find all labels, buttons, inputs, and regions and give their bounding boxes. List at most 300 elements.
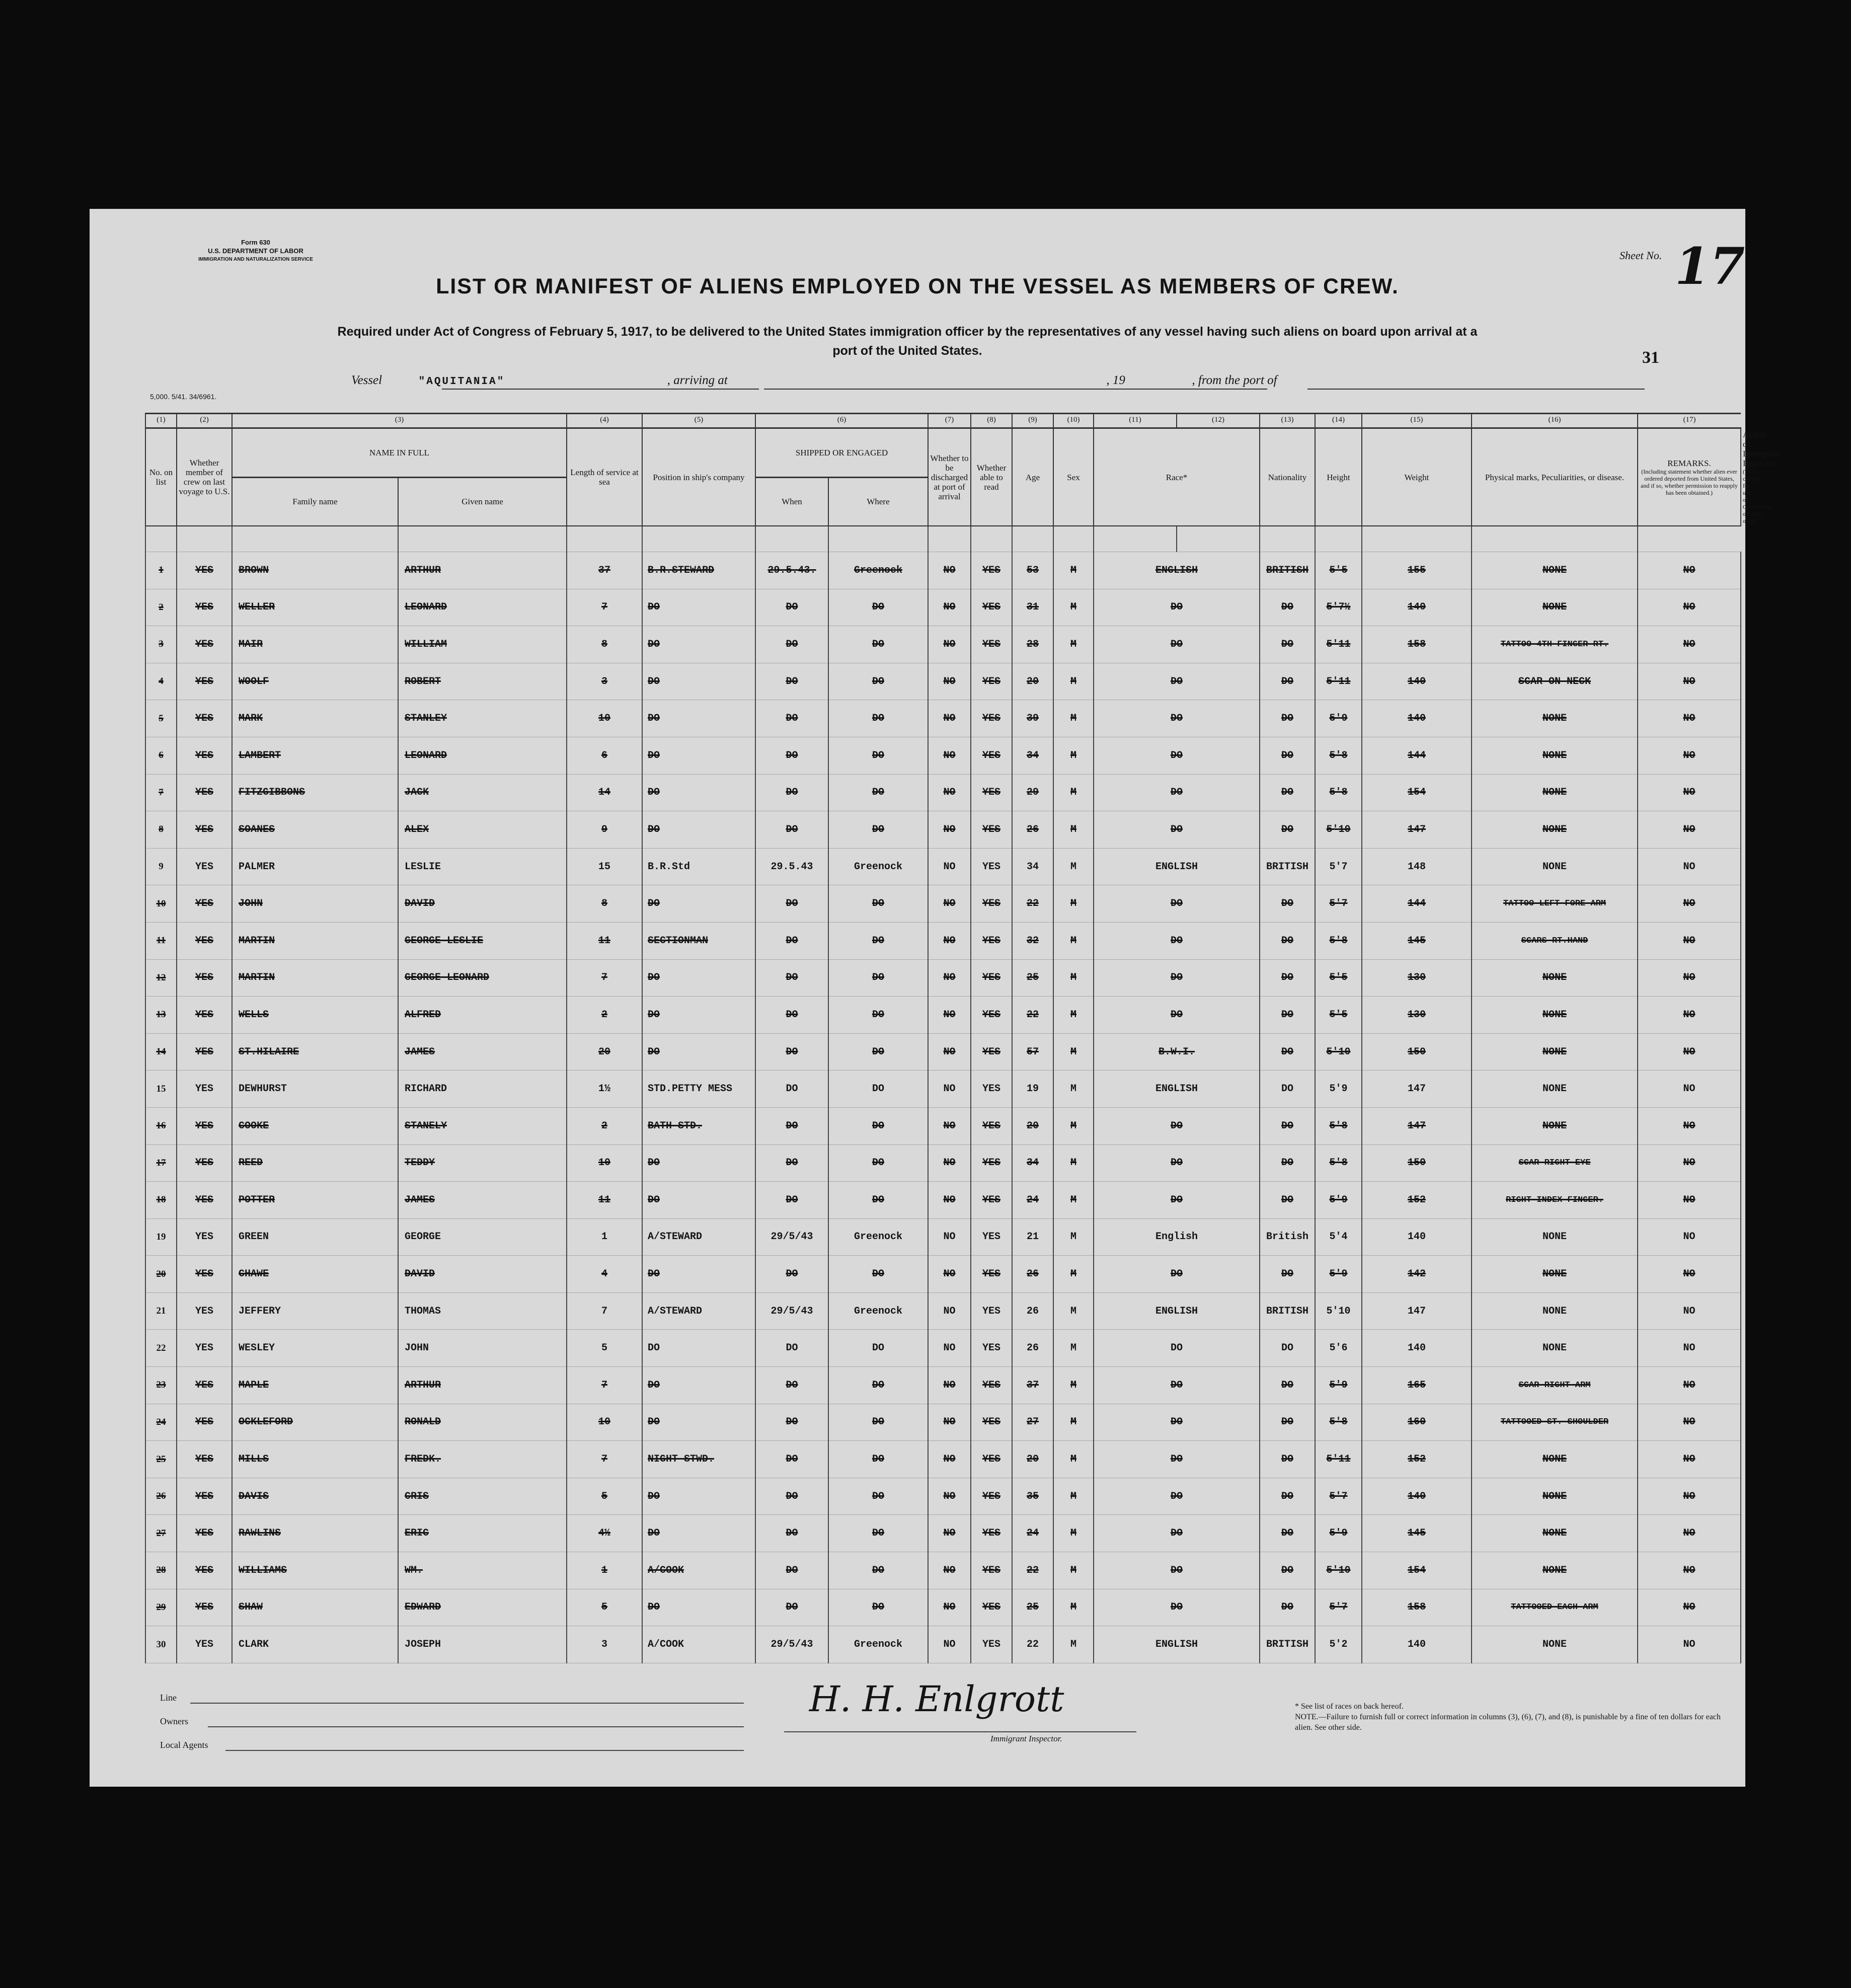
able-to-read-cell: YES	[971, 626, 1012, 663]
row-number: 15	[145, 1071, 177, 1108]
service-length-cell: 20	[567, 1033, 642, 1071]
physical-marks-cell: NONE	[1472, 1515, 1638, 1552]
row-number: 20	[145, 1256, 177, 1293]
service-length-cell: 1½	[567, 1071, 642, 1108]
age-cell: 22	[1012, 885, 1053, 923]
able-to-read-cell: YES	[971, 1292, 1012, 1330]
able-to-read-cell: YES	[971, 1515, 1012, 1552]
owners-field	[208, 1726, 744, 1727]
col-num-5: (5)	[642, 414, 755, 428]
able-to-read-cell: YES	[971, 848, 1012, 885]
race-cell: ENGLISH	[1094, 1626, 1260, 1663]
able-to-read-cell: YES	[971, 1552, 1012, 1589]
col-num-3: (3)	[232, 414, 567, 428]
height-cell: 5'8	[1315, 774, 1362, 811]
sex-cell: M	[1053, 1144, 1094, 1182]
last-voyage-cell: YES	[177, 1552, 232, 1589]
service-length-cell: 1	[567, 1218, 642, 1256]
remarks-cell: NO	[1638, 997, 1741, 1034]
shipped-where-cell: DO	[828, 1256, 928, 1293]
given-name-cell: ERIC	[398, 1515, 567, 1552]
nationality-cell: DO	[1260, 1182, 1315, 1219]
weight-cell: 152	[1362, 1441, 1472, 1478]
row-number: 10	[145, 885, 177, 923]
row-number: 3	[145, 626, 177, 663]
table-row	[145, 1218, 1741, 1256]
given-name-cell: JAMES	[398, 1182, 567, 1219]
given-name-cell: GEORGE LESLIE	[398, 922, 567, 959]
sex-cell: M	[1053, 1515, 1094, 1552]
arriving-at-label: , arriving at	[667, 373, 728, 387]
table-row	[145, 774, 1741, 811]
discharged-cell: NO	[928, 1589, 971, 1626]
race-cell: DO	[1094, 811, 1260, 849]
crew-manifest-table	[145, 413, 1779, 1663]
position-cell: DO	[642, 1330, 755, 1367]
position-cell: DO	[642, 885, 755, 923]
position-cell: A/COOK	[642, 1552, 755, 1589]
height-cell: 5'9	[1315, 700, 1362, 737]
given-name-cell: WILLIAM	[398, 626, 567, 663]
weight-cell: 165	[1362, 1367, 1472, 1404]
family-name-cell: CLARK	[232, 1626, 398, 1663]
shipped-when-cell: DO	[755, 1367, 828, 1404]
sex-cell: M	[1053, 774, 1094, 811]
given-name-cell: STANLEY	[398, 700, 567, 737]
remarks-cell: NO	[1638, 1330, 1741, 1367]
height-cell: 5'8	[1315, 922, 1362, 959]
height-cell: 5'6	[1315, 1330, 1362, 1367]
able-to-read-cell: YES	[971, 959, 1012, 997]
remarks-cell: NO	[1638, 552, 1741, 589]
family-name-cell: WELLS	[232, 997, 398, 1034]
table-row	[145, 700, 1741, 737]
column-title-row: No. on list Whether member of crew on last voyage to U.S. NAME IN FULL Length of service at sea Position in ship's company SHIPPED OR ENGAGED Whether to be discharged at port of arrival Whether able to read Age Sex Race* Nationality Height Weight Physical marks, Peculiarities, or disease. REMARKS. (Including statement whether alien ever ordered deported from United States, and if so, whether permission to reapply has been obtained.) Action of Immigrant Inspector. (This column for use of Government officials only)	[145, 428, 1741, 478]
table-row	[145, 589, 1741, 626]
discharged-cell: NO	[928, 1441, 971, 1478]
age-cell: 26	[1012, 1292, 1053, 1330]
form-header	[173, 238, 339, 264]
age-cell: 57	[1012, 1033, 1053, 1071]
sex-cell: M	[1053, 552, 1094, 589]
sex-cell: M	[1053, 848, 1094, 885]
shipped-where-cell: DO	[828, 626, 928, 663]
family-name-cell: MARTIN	[232, 959, 398, 997]
shipped-when-cell: DO	[755, 1330, 828, 1367]
shipped-when-cell: DO	[755, 1441, 828, 1478]
age-cell: 39	[1012, 700, 1053, 737]
table-row	[145, 1107, 1741, 1144]
manifest-body	[145, 526, 1741, 1663]
col-num-10: (10)	[1053, 414, 1094, 428]
service-length-cell: 5	[567, 1589, 642, 1626]
weight-cell: 152	[1362, 1182, 1472, 1219]
family-name-cell: REED	[232, 1144, 398, 1182]
remarks-cell: NO	[1638, 1552, 1741, 1589]
family-name-cell: JEFFERY	[232, 1292, 398, 1330]
nationality-cell: DO	[1260, 1071, 1315, 1108]
discharged-cell: NO	[928, 700, 971, 737]
col-num-1: (1)	[145, 414, 177, 428]
shipped-when-cell: DO	[755, 922, 828, 959]
discharged-cell: NO	[928, 1292, 971, 1330]
able-to-read-cell: YES	[971, 774, 1012, 811]
nationality-cell: British	[1260, 1218, 1315, 1256]
weight-cell: 158	[1362, 626, 1472, 663]
age-cell: 37	[1012, 1367, 1053, 1404]
signature-line	[784, 1731, 1136, 1732]
family-name-cell: DEWHURST	[232, 1071, 398, 1108]
weight-cell: 140	[1362, 1330, 1472, 1367]
service-length-cell: 11	[567, 1182, 642, 1219]
footer-note	[1295, 1701, 1723, 1733]
height-cell: 5'7	[1315, 848, 1362, 885]
last-voyage-cell: YES	[177, 626, 232, 663]
service-length-cell: 8	[567, 626, 642, 663]
table-row	[145, 848, 1741, 885]
physical-marks-cell: NONE	[1472, 848, 1638, 885]
given-name-cell: GEORGE	[398, 1218, 567, 1256]
row-number: 13	[145, 997, 177, 1034]
position-cell: B.R.STEWARD	[642, 552, 755, 589]
given-name-cell: LEONARD	[398, 737, 567, 774]
nationality-cell: DO	[1260, 885, 1315, 923]
age-cell: 24	[1012, 1515, 1053, 1552]
col-when: When	[755, 477, 828, 526]
service-length-cell: 5	[567, 1330, 642, 1367]
remarks-cell: NO	[1638, 1626, 1741, 1663]
nationality-cell: DO	[1260, 1144, 1315, 1182]
sex-cell: M	[1053, 737, 1094, 774]
family-name-cell: WOOLF	[232, 663, 398, 700]
service-length-cell: 7	[567, 1441, 642, 1478]
nationality-cell: DO	[1260, 589, 1315, 626]
sex-cell: M	[1053, 1626, 1094, 1663]
physical-marks-cell: NONE	[1472, 589, 1638, 626]
nationality-cell: DO	[1260, 700, 1315, 737]
family-name-cell: OCKLEFORD	[232, 1404, 398, 1441]
row-number: 7	[145, 774, 177, 811]
sex-cell: M	[1053, 1033, 1094, 1071]
discharged-cell: NO	[928, 774, 971, 811]
col-num-7: (7)	[928, 414, 971, 428]
table-row	[145, 1071, 1741, 1108]
service-length-cell: 7	[567, 589, 642, 626]
nationality-cell: DO	[1260, 737, 1315, 774]
sex-cell: M	[1053, 1478, 1094, 1515]
weight-cell: 147	[1362, 811, 1472, 849]
last-voyage-cell: YES	[177, 997, 232, 1034]
row-number: 1	[145, 552, 177, 589]
remarks-title: REMARKS.	[1667, 458, 1711, 468]
physical-marks-cell: NONE	[1472, 1292, 1638, 1330]
position-cell: A/STEWARD	[642, 1218, 755, 1256]
given-name-cell: JOHN	[398, 1330, 567, 1367]
height-cell: 5'9	[1315, 1515, 1362, 1552]
table-row	[145, 997, 1741, 1034]
remarks-cell: NO	[1638, 1033, 1741, 1071]
age-cell: 19	[1012, 1071, 1053, 1108]
height-cell: 5'5	[1315, 552, 1362, 589]
col-num-4: (4)	[567, 414, 642, 428]
height-cell: 5'9	[1315, 1182, 1362, 1219]
given-name-cell: DAVID	[398, 1256, 567, 1293]
col-num-13: (13)	[1260, 414, 1315, 428]
remarks-cell: NO	[1638, 1182, 1741, 1219]
port-rule	[1307, 389, 1645, 390]
table-row	[145, 1144, 1741, 1182]
vessel-name: "AQUITANIA"	[418, 376, 505, 388]
table-row	[145, 552, 1741, 589]
nationality-cell: DO	[1260, 1330, 1315, 1367]
remarks-note: (Including statement whether alien ever ordered deported from United States, and if so, whether permission to reapply has been obtained.)	[1641, 468, 1738, 496]
table-row	[145, 1033, 1741, 1071]
service-length-cell: 14	[567, 774, 642, 811]
physical-marks-cell: NONE	[1472, 1441, 1638, 1478]
race-cell: ENGLISH	[1094, 552, 1260, 589]
arriving-rule	[764, 389, 1267, 390]
physical-marks-cell: NONE	[1472, 1033, 1638, 1071]
shipped-where-cell: DO	[828, 1441, 928, 1478]
line-field	[190, 1703, 744, 1704]
row-number: 18	[145, 1182, 177, 1219]
family-name-cell: MARK	[232, 700, 398, 737]
nationality-cell: DO	[1260, 1515, 1315, 1552]
row-number: 11	[145, 922, 177, 959]
last-voyage-cell: YES	[177, 1441, 232, 1478]
physical-marks-cell: NONE	[1472, 737, 1638, 774]
race-cell: DO	[1094, 1515, 1260, 1552]
height-cell: 5'4	[1315, 1218, 1362, 1256]
year-label: , 19	[1106, 373, 1125, 387]
physical-marks-cell: NONE	[1472, 1107, 1638, 1144]
service-length-cell: 4½	[567, 1515, 642, 1552]
shipped-where-cell: DO	[828, 885, 928, 923]
age-cell: 26	[1012, 811, 1053, 849]
sex-cell: M	[1053, 700, 1094, 737]
sex-cell: M	[1053, 811, 1094, 849]
service-length-cell: 8	[567, 885, 642, 923]
table-row	[145, 885, 1741, 923]
weight-cell: 142	[1362, 1256, 1472, 1293]
race-cell: ENGLISH	[1094, 1071, 1260, 1108]
table-row	[145, 1330, 1741, 1367]
last-voyage-cell: YES	[177, 552, 232, 589]
physical-marks-cell: SCAR RIGHT ARM	[1472, 1367, 1638, 1404]
family-name-cell: MARTIN	[232, 922, 398, 959]
shipped-where-cell: DO	[828, 1404, 928, 1441]
shipped-where-cell: DO	[828, 922, 928, 959]
nationality-cell: BRITISH	[1260, 552, 1315, 589]
col-weight: Weight	[1362, 428, 1472, 526]
given-name-cell: FREDK.	[398, 1441, 567, 1478]
col-num-9: (9)	[1012, 414, 1053, 428]
row-number: 8	[145, 811, 177, 849]
age-cell: 22	[1012, 1552, 1053, 1589]
able-to-read-cell: YES	[971, 885, 1012, 923]
last-voyage-cell: YES	[177, 737, 232, 774]
inspector-signature: H. H. Enlgrott	[809, 1678, 1064, 1720]
sex-cell: M	[1053, 1107, 1094, 1144]
discharged-cell: NO	[928, 1404, 971, 1441]
shipped-where-cell: DO	[828, 737, 928, 774]
discharged-cell: NO	[928, 1478, 971, 1515]
last-voyage-cell: YES	[177, 1182, 232, 1219]
height-cell: 5'10	[1315, 1292, 1362, 1330]
table-row	[145, 1367, 1741, 1404]
family-name-cell: DAVIS	[232, 1478, 398, 1515]
physical-marks-cell: NONE	[1472, 1330, 1638, 1367]
remarks-cell: NO	[1638, 589, 1741, 626]
age-cell: 28	[1012, 626, 1053, 663]
weight-cell: 140	[1362, 1218, 1472, 1256]
height-cell: 5'8	[1315, 1144, 1362, 1182]
last-voyage-cell: YES	[177, 811, 232, 849]
weight-cell: 154	[1362, 774, 1472, 811]
race-cell: English	[1094, 1218, 1260, 1256]
nationality-cell: DO	[1260, 959, 1315, 997]
family-name-cell: GREEN	[232, 1218, 398, 1256]
race-cell: DO	[1094, 1478, 1260, 1515]
age-cell: 25	[1012, 959, 1053, 997]
shipped-when-cell: DO	[755, 885, 828, 923]
shipped-where-cell: DO	[828, 1367, 928, 1404]
last-voyage-cell: YES	[177, 1292, 232, 1330]
shipped-when-cell: DO	[755, 1107, 828, 1144]
shipped-when-cell: DO	[755, 626, 828, 663]
col-remarks	[1638, 428, 1741, 526]
discharged-cell: NO	[928, 1182, 971, 1219]
physical-marks-cell: TATTOOED EACH ARM	[1472, 1589, 1638, 1626]
table-row	[145, 1256, 1741, 1293]
position-cell: DO	[642, 997, 755, 1034]
row-number: 28	[145, 1552, 177, 1589]
age-cell: 24	[1012, 1182, 1053, 1219]
nationality-cell: DO	[1260, 1478, 1315, 1515]
shipped-when-cell: DO	[755, 1071, 828, 1108]
race-cell: DO	[1094, 1182, 1260, 1219]
sex-cell: M	[1053, 959, 1094, 997]
penalty-note: NOTE.—Failure to furnish full or correct information in columns (3), (6), (7), and (8), is punishable by a fine of ten dollars for each alien. See other side.	[1295, 1713, 1721, 1732]
family-name-cell: WELLER	[232, 589, 398, 626]
last-voyage-cell: YES	[177, 700, 232, 737]
row-number: 4	[145, 663, 177, 700]
weight-cell: 158	[1362, 1589, 1472, 1626]
shipped-where-cell: DO	[828, 1552, 928, 1589]
weight-cell: 154	[1362, 1552, 1472, 1589]
position-cell: DO	[642, 1589, 755, 1626]
physical-marks-cell: RIGHT INDEX FINGER.	[1472, 1182, 1638, 1219]
discharged-cell: NO	[928, 922, 971, 959]
nationality-cell: BRITISH	[1260, 1626, 1315, 1663]
nationality-cell: BRITISH	[1260, 848, 1315, 885]
service-length-cell: 5	[567, 1478, 642, 1515]
race-cell: DO	[1094, 1404, 1260, 1441]
discharged-cell: NO	[928, 1033, 971, 1071]
shipped-where-cell: DO	[828, 811, 928, 849]
remarks-cell: NO	[1638, 737, 1741, 774]
remarks-cell: NO	[1638, 848, 1741, 885]
footer-labels	[160, 1686, 208, 1757]
service-length-cell: 7	[567, 1367, 642, 1404]
table-row	[145, 1441, 1741, 1478]
height-cell: 5'7½	[1315, 589, 1362, 626]
shipped-when-cell: DO	[755, 589, 828, 626]
col-family-name: Family name	[232, 477, 398, 526]
discharged-cell: NO	[928, 1071, 971, 1108]
remarks-cell: NO	[1638, 1292, 1741, 1330]
nationality-cell: DO	[1260, 997, 1315, 1034]
service-length-cell: 4	[567, 1256, 642, 1293]
service-length-cell: 15	[567, 848, 642, 885]
table-row	[145, 663, 1741, 700]
able-to-read-cell: YES	[971, 737, 1012, 774]
weight-cell: 148	[1362, 848, 1472, 885]
family-name-cell: SOANES	[232, 811, 398, 849]
remarks-cell: NO	[1638, 1515, 1741, 1552]
weight-cell: 147	[1362, 1107, 1472, 1144]
physical-marks-cell: NONE	[1472, 1256, 1638, 1293]
shipped-when-cell: DO	[755, 959, 828, 997]
remarks-cell: NO	[1638, 663, 1741, 700]
height-cell: 5'9	[1315, 1256, 1362, 1293]
service-length-cell: 37	[567, 552, 642, 589]
weight-cell: 150	[1362, 1033, 1472, 1071]
col-shipped-engaged: SHIPPED OR ENGAGED	[755, 428, 928, 478]
shipped-where-cell: DO	[828, 1478, 928, 1515]
physical-marks-cell: NONE	[1472, 1626, 1638, 1663]
weight-cell: 145	[1362, 922, 1472, 959]
table-row	[145, 811, 1741, 849]
col-discharged: Whether to be discharged at port of arrival	[928, 428, 971, 526]
height-cell: 5'5	[1315, 959, 1362, 997]
height-cell: 5'11	[1315, 626, 1362, 663]
col-able-to-read: Whether able to read	[971, 428, 1012, 526]
age-cell: 34	[1012, 1144, 1053, 1182]
age-cell: 34	[1012, 737, 1053, 774]
race-cell: DO	[1094, 700, 1260, 737]
height-cell: 5'11	[1315, 663, 1362, 700]
height-cell: 5'10	[1315, 1033, 1362, 1071]
service-length-cell: 10	[567, 1144, 642, 1182]
physical-marks-cell: NONE	[1472, 811, 1638, 849]
sex-cell: M	[1053, 885, 1094, 923]
remarks-cell: NO	[1638, 1256, 1741, 1293]
able-to-read-cell: YES	[971, 1144, 1012, 1182]
able-to-read-cell: YES	[971, 1589, 1012, 1626]
col-num-8: (8)	[971, 414, 1012, 428]
able-to-read-cell: YES	[971, 1218, 1012, 1256]
col-num-6: (6)	[755, 414, 928, 428]
weight-cell: 144	[1362, 885, 1472, 923]
shipped-when-cell: DO	[755, 1552, 828, 1589]
table-row	[145, 1552, 1741, 1589]
table-row	[145, 1478, 1741, 1515]
age-cell: 32	[1012, 922, 1053, 959]
row-number: 6	[145, 737, 177, 774]
col-nationality: Nationality	[1260, 428, 1315, 526]
last-voyage-cell: YES	[177, 1256, 232, 1293]
sex-cell: M	[1053, 663, 1094, 700]
shipped-where-cell: DO	[828, 663, 928, 700]
row-number: 24	[145, 1404, 177, 1441]
col-sex: Sex	[1053, 428, 1094, 526]
table-row	[145, 626, 1741, 663]
shipped-where-cell: DO	[828, 1107, 928, 1144]
given-name-cell: ALFRED	[398, 997, 567, 1034]
service-length-cell: 2	[567, 1107, 642, 1144]
race-cell: ENGLISH	[1094, 848, 1260, 885]
